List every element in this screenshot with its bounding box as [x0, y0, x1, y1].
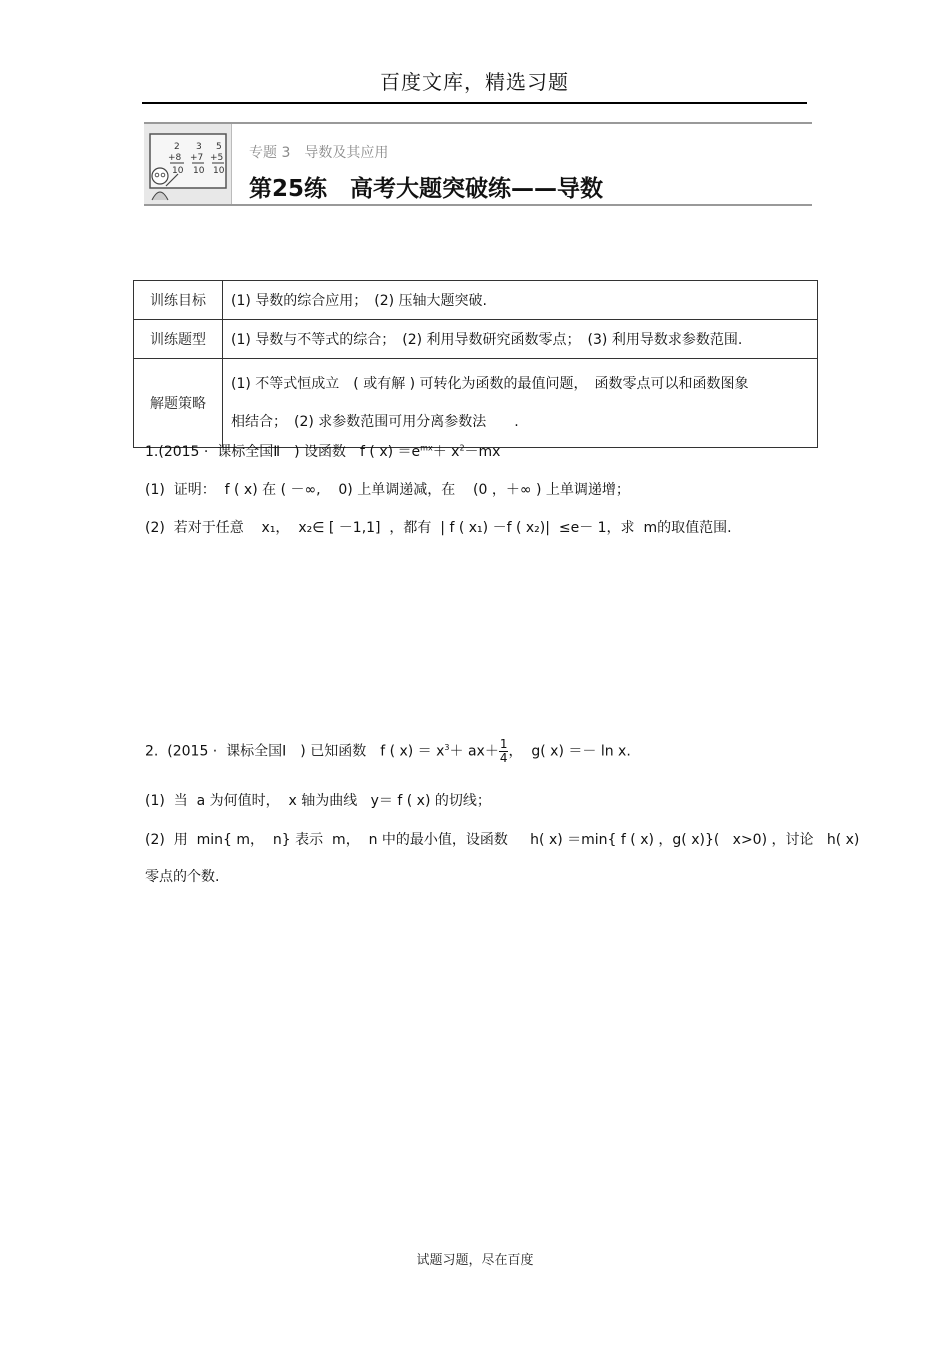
banner-title: 第25练 高考大题突破练——导数: [249, 176, 604, 202]
row-value-line-2: 相结合； (2) 求参数范围可用分离参数法 .: [231, 414, 519, 430]
question-1-stem: 1.(2015 · 课标全国Ⅱ ) 设函数 f ( $x) =e^{mx}+ x^2-mx$: [145, 443, 501, 460]
training-info-table: [133, 280, 818, 448]
row-key: 训练题型: [134, 320, 223, 359]
teacher-chalkboard-icon: [144, 124, 232, 204]
row-key: 训练目标: [134, 281, 223, 320]
table-row: [134, 359, 818, 448]
fraction-one-quarter: $\frac{1}{4}$: [499, 737, 508, 765]
question-1-part-1: (1) 证明： f ( x) 在 ( －∞, 0) 上单调递减，在 (0 ，＋∞ ) 上单调递增；: [145, 482, 630, 498]
table-row: [134, 320, 818, 359]
logo-number-7: 10: [172, 166, 184, 176]
row-key: 解题策略: [134, 359, 223, 448]
question-2-stem: 2. (2015 · 课标全国Ⅰ ) 已知函数 f ( $x) = x^3+ ax+$ $\frac{1}{4}$ ， g( x) ＝－ ln x.: [145, 737, 631, 765]
row-value: (1) 导数与不等式的综合； (2) 利用导数研究函数零点； (3) 利用导数求参数范围.: [223, 320, 818, 359]
logo-number-3: 5: [216, 142, 222, 152]
question-2-part-2-line-1: (2) 用 min{ m， n} 表示 m， n 中的最小值，设函数 h( x) ＝min{ f ( x) ，g( x)}( x>0) ，讨论 h( x): [145, 832, 860, 848]
logo-number-5: +7: [190, 153, 204, 163]
question-1-part-2: (2) 若对于任意 x₁， x₂∈ [ －1,1] ，都有 | f ( x₁) －f ( x₂)| ≤e－ 1，求 m的取值范围.: [145, 520, 732, 536]
row-value: (1) 导数的综合应用； (2) 压轴大题突破.: [223, 281, 818, 320]
logo-number-9: 10: [213, 166, 225, 176]
logo-number-4: +8: [168, 153, 182, 163]
page-header-title: 百度文库，精选习题: [380, 70, 569, 94]
logo-number-1: 2: [174, 142, 180, 152]
logo-number-6: +5: [210, 153, 224, 163]
section-banner: [144, 122, 812, 206]
question-2-part-1: (1) 当 a 为何值时， x 轴为曲线 y＝ f ( x) 的切线；: [145, 793, 491, 809]
table-row: [134, 281, 818, 320]
row-value: [223, 359, 818, 448]
banner-topic: 专题 3 导数及其应用: [249, 145, 389, 161]
header-divider: [142, 102, 807, 104]
row-value-line-1: (1) 不等式恒成立 ( 或有解 ) 可转化为函数的最值问题， 函数零点可以和函数图象: [231, 376, 749, 392]
logo-number-8: 10: [193, 166, 205, 176]
logo-number-2: 3: [196, 142, 202, 152]
question-2-part-2-line-2: 零点的个数.: [145, 869, 220, 885]
page-footer: 试题习题，尽在百度: [416, 1253, 534, 1268]
